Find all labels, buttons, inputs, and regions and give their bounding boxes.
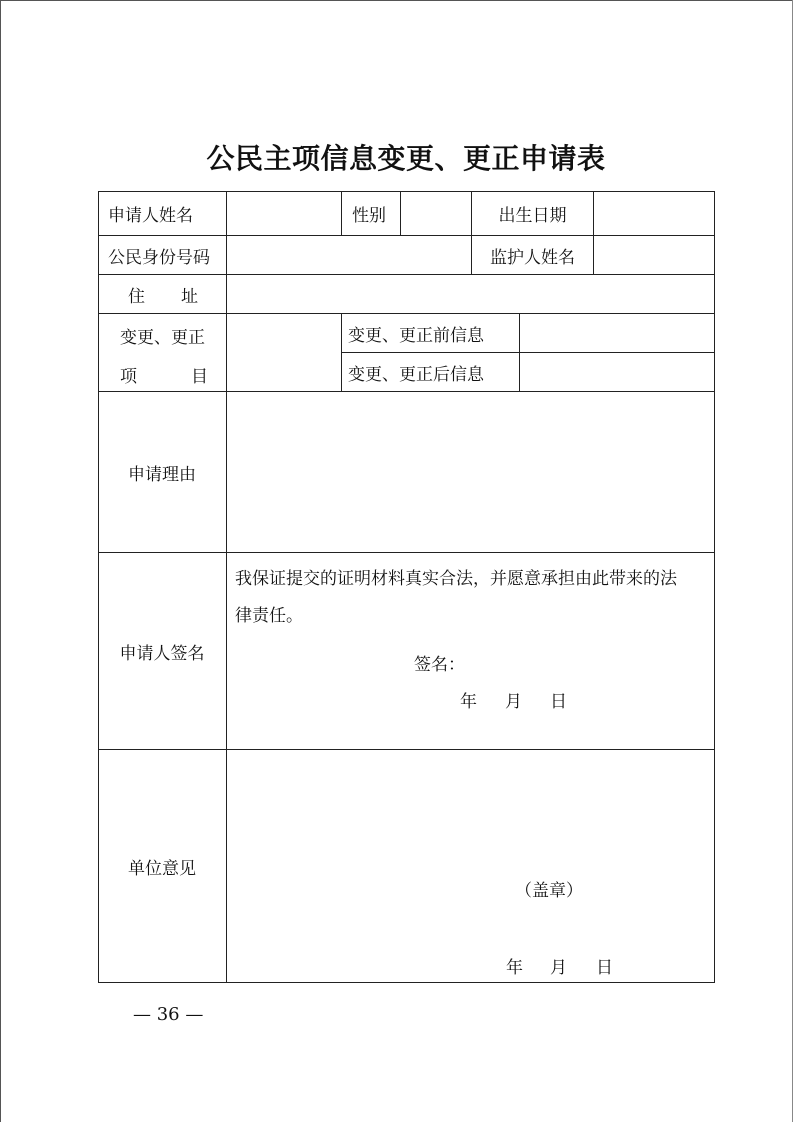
address-field[interactable] xyxy=(227,275,714,313)
signature-label: 申请人签名 xyxy=(119,643,205,664)
page-border-top xyxy=(0,0,793,1)
address-label-part1: 住 xyxy=(128,286,145,307)
signature-date-day: 日 xyxy=(550,692,567,712)
sign-label: 签名： xyxy=(414,655,465,675)
change-item-label-part-a: 项 xyxy=(120,367,137,387)
signature-date-year: 年 xyxy=(460,692,477,712)
seal-label: （盖章） xyxy=(515,881,583,901)
guardian-name-label: 监护人姓名 xyxy=(490,247,575,268)
form-border-bottom xyxy=(98,982,715,983)
address-label-part2: 址 xyxy=(181,286,198,307)
page-border-left xyxy=(0,0,1,1122)
before-info-field[interactable] xyxy=(520,314,714,352)
guardian-name-field[interactable] xyxy=(594,236,714,274)
unit-opinion-field[interactable] xyxy=(227,750,714,870)
page-title: 公民主项信息变更、更正申请表 xyxy=(206,142,606,175)
applicant-name-label: 申请人姓名 xyxy=(108,205,193,226)
change-item-field[interactable] xyxy=(227,314,341,391)
after-info-field[interactable] xyxy=(520,353,714,391)
before-info-label: 变更、更正前信息 xyxy=(348,325,484,346)
unit-opinion-label: 单位意见 xyxy=(128,858,196,879)
unit-date-day: 日 xyxy=(596,958,613,978)
form-border-right xyxy=(714,191,715,983)
change-item-label-line2 xyxy=(120,362,208,387)
applicant-name-field[interactable] xyxy=(227,191,341,235)
gender-label: 性别 xyxy=(352,205,386,226)
address-label xyxy=(128,275,198,313)
signature-date-month: 月 xyxy=(505,692,522,712)
application-form xyxy=(98,191,715,983)
gender-field[interactable] xyxy=(401,191,471,235)
birth-date-label: 出生日期 xyxy=(498,205,567,226)
unit-date-month: 月 xyxy=(550,958,567,978)
id-number-field[interactable] xyxy=(227,236,471,274)
id-number-label: 公民身份号码 xyxy=(108,247,210,268)
signature-field[interactable] xyxy=(463,643,663,673)
reason-label: 申请理由 xyxy=(128,464,196,485)
change-item-label-part-b: 目 xyxy=(191,367,208,387)
declaration-line2: 律责任。 xyxy=(235,606,303,626)
unit-date-year: 年 xyxy=(506,958,523,978)
change-item-label-line1: 变更、更正 xyxy=(120,328,205,348)
birth-date-field[interactable] xyxy=(594,191,714,235)
after-info-label: 变更、更正后信息 xyxy=(348,364,484,385)
page-number: — 36 — xyxy=(133,1004,204,1025)
declaration-line1: 我保证提交的证明材料真实合法，并愿意承担由此带来的法 xyxy=(235,569,677,589)
reason-field[interactable] xyxy=(227,392,714,552)
